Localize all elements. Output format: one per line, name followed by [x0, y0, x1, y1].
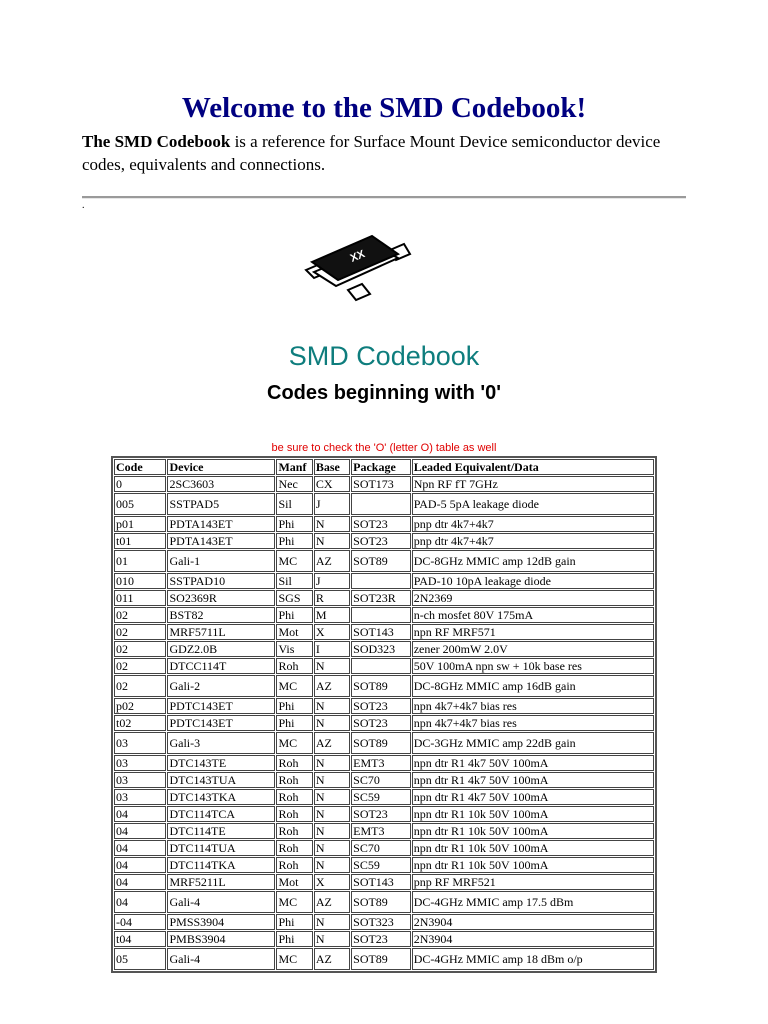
table-note: be sure to check the 'O' (letter O) table as well — [271, 442, 497, 454]
col-header-manf: Manf — [276, 459, 312, 475]
cell-code: t04 — [114, 931, 166, 947]
cell-code: 0 — [114, 476, 166, 492]
cell-data: 2N3904 — [412, 914, 654, 930]
cell-code: 03 — [114, 732, 166, 754]
col-header-data: Leaded Equivalent/Data — [412, 459, 654, 475]
cell-device: DTC114TCA — [167, 806, 275, 822]
cell-manf: Sil — [276, 573, 312, 589]
cell-data: PAD-10 10pA leakage diode — [412, 573, 654, 589]
chip-lead-bottom — [348, 284, 370, 300]
table-row — [114, 476, 654, 492]
cell-manf: Roh — [276, 857, 312, 873]
cell-package: SC70 — [351, 840, 411, 856]
cell-base: N — [314, 755, 350, 771]
cell-device: BST82 — [167, 607, 275, 623]
cell-package: SOT23 — [351, 931, 411, 947]
cell-data: PAD-5 5pA leakage diode — [412, 493, 654, 515]
cell-manf: Mot — [276, 874, 312, 890]
col-header-code: Code — [114, 459, 166, 475]
cell-manf: Roh — [276, 658, 312, 674]
cell-base: N — [314, 698, 350, 714]
cell-package: SOT23 — [351, 533, 411, 549]
sot23-chip-image — [298, 232, 418, 308]
cell-code: 02 — [114, 675, 166, 697]
cell-device: PDTA143ET — [167, 516, 275, 532]
cell-package: SOT89 — [351, 891, 411, 913]
table-row — [114, 624, 654, 640]
cell-device: SSTPAD10 — [167, 573, 275, 589]
chip-marking: XX — [348, 248, 367, 265]
cell-manf: Phi — [276, 516, 312, 532]
cell-package: SOT23 — [351, 715, 411, 731]
cell-package: SC59 — [351, 789, 411, 805]
cell-package: SOT23 — [351, 806, 411, 822]
table-row — [114, 675, 654, 697]
cell-data: npn dtr R1 4k7 50V 100mA — [412, 755, 654, 771]
cell-package: SOT89 — [351, 948, 411, 970]
cell-manf: Phi — [276, 914, 312, 930]
cell-code: 04 — [114, 840, 166, 856]
cell-base: M — [314, 607, 350, 623]
cell-package: SOT23 — [351, 516, 411, 532]
cell-code: 03 — [114, 755, 166, 771]
cell-manf: Roh — [276, 789, 312, 805]
cell-package: SOT143 — [351, 624, 411, 640]
cell-device: SSTPAD5 — [167, 493, 275, 515]
cell-base: X — [314, 874, 350, 890]
cell-device: MRF5211L — [167, 874, 275, 890]
table-row — [114, 550, 654, 572]
cell-code: 04 — [114, 806, 166, 822]
cell-base: N — [314, 806, 350, 822]
cell-device: PDTC143ET — [167, 698, 275, 714]
cell-base: N — [314, 840, 350, 856]
cell-manf: Roh — [276, 755, 312, 771]
cell-manf: Phi — [276, 698, 312, 714]
cell-code: t02 — [114, 715, 166, 731]
cell-device: DTC143TE — [167, 755, 275, 771]
cell-code: 02 — [114, 607, 166, 623]
cell-base: AZ — [314, 675, 350, 697]
cell-code: 005 — [114, 493, 166, 515]
cell-package — [351, 493, 411, 515]
cell-manf: Roh — [276, 823, 312, 839]
cell-manf: Vis — [276, 641, 312, 657]
table-row — [114, 573, 654, 589]
section-title: SMD Codebook — [288, 341, 480, 371]
cell-package — [351, 658, 411, 674]
cell-code: 05 — [114, 948, 166, 970]
cell-manf: Mot — [276, 624, 312, 640]
cell-package: SOT89 — [351, 732, 411, 754]
cell-manf: Sil — [276, 493, 312, 515]
cell-base: N — [314, 715, 350, 731]
cell-code: 01 — [114, 550, 166, 572]
cell-data: npn dtr R1 4k7 50V 100mA — [412, 789, 654, 805]
table-row — [114, 772, 654, 788]
cell-data: npn dtr R1 4k7 50V 100mA — [412, 772, 654, 788]
cell-device: Gali-3 — [167, 732, 275, 754]
table-row — [114, 948, 654, 970]
cell-package: SC59 — [351, 857, 411, 873]
cell-code: 02 — [114, 641, 166, 657]
table-row — [114, 840, 654, 856]
cell-manf: Nec — [276, 476, 312, 492]
cell-data: zener 200mW 2.0V — [412, 641, 654, 657]
cell-package: SOT323 — [351, 914, 411, 930]
cell-device: MRF5711L — [167, 624, 275, 640]
cell-code: 04 — [114, 857, 166, 873]
cell-data: 2N3904 — [412, 931, 654, 947]
cell-manf: Phi — [276, 931, 312, 947]
table-row — [114, 607, 654, 623]
cell-device: PDTA143ET — [167, 533, 275, 549]
cell-base: N — [314, 516, 350, 532]
table-row — [114, 914, 654, 930]
cell-data: DC-4GHz MMIC amp 18 dBm o/p — [412, 948, 654, 970]
table-row — [114, 641, 654, 657]
cell-device: DTC143TUA — [167, 772, 275, 788]
cell-data: n-ch mosfet 80V 175mA — [412, 607, 654, 623]
cell-package — [351, 607, 411, 623]
cell-manf: Phi — [276, 607, 312, 623]
cell-code: 04 — [114, 874, 166, 890]
cell-base: I — [314, 641, 350, 657]
cell-code: 03 — [114, 789, 166, 805]
cell-code: 02 — [114, 658, 166, 674]
cell-data: npn RF MRF571 — [412, 624, 654, 640]
cell-device: PDTC143ET — [167, 715, 275, 731]
cell-data: 50V 100mA npn sw + 10k base res — [412, 658, 654, 674]
cell-package: SOT23R — [351, 590, 411, 606]
table-row — [114, 715, 654, 731]
cell-package: SOT143 — [351, 874, 411, 890]
cell-data: npn dtr R1 10k 50V 100mA — [412, 840, 654, 856]
cell-data: npn 4k7+4k7 bias res — [412, 698, 654, 714]
cell-device: PMSS3904 — [167, 914, 275, 930]
cell-base: R — [314, 590, 350, 606]
cell-data: DC-3GHz MMIC amp 22dB gain — [412, 732, 654, 754]
cell-data: 2N2369 — [412, 590, 654, 606]
cell-manf: Phi — [276, 533, 312, 549]
cell-device: Gali-2 — [167, 675, 275, 697]
cell-device: DTC114TUA — [167, 840, 275, 856]
cell-code: t01 — [114, 533, 166, 549]
cell-device: GDZ2.0B — [167, 641, 275, 657]
cell-package: SOT23 — [351, 698, 411, 714]
cell-manf: MC — [276, 891, 312, 913]
table-row — [114, 755, 654, 771]
intro-bold: The SMD Codebook — [82, 132, 231, 151]
table-row — [114, 493, 654, 515]
cell-package: SC70 — [351, 772, 411, 788]
cell-package: SOD323 — [351, 641, 411, 657]
cell-base: N — [314, 533, 350, 549]
cell-code: 03 — [114, 772, 166, 788]
cell-base: N — [314, 789, 350, 805]
table-row — [114, 789, 654, 805]
cell-code: 04 — [114, 891, 166, 913]
col-header-package: Package — [351, 459, 411, 475]
table-row — [114, 590, 654, 606]
cell-code: 011 — [114, 590, 166, 606]
cell-manf: MC — [276, 675, 312, 697]
cell-base: AZ — [314, 891, 350, 913]
table-row — [114, 857, 654, 873]
table-row — [114, 931, 654, 947]
intro-paragraph — [82, 130, 682, 176]
table-row — [114, 516, 654, 532]
page-title: Welcome to the SMD Codebook! — [181, 92, 587, 124]
cell-device: Gali-4 — [167, 948, 275, 970]
cell-code: p02 — [114, 698, 166, 714]
cell-package: SOT173 — [351, 476, 411, 492]
cell-base: AZ — [314, 550, 350, 572]
cell-package: EMT3 — [351, 755, 411, 771]
codes-table-body — [114, 476, 654, 970]
table-header-row — [114, 459, 654, 475]
cell-device: DTCC114T — [167, 658, 275, 674]
cell-code: 010 — [114, 573, 166, 589]
table-row — [114, 891, 654, 913]
cell-device: DTC114TKA — [167, 857, 275, 873]
horizontal-rule — [82, 196, 686, 199]
cell-data: Npn RF fT 7GHz — [412, 476, 654, 492]
intro-text: is a reference for Surface Mount Device semiconductor device codes, equivalents and connections. — [82, 132, 661, 174]
cell-base: N — [314, 914, 350, 930]
cell-device: DTC143TKA — [167, 789, 275, 805]
cell-code: 02 — [114, 624, 166, 640]
col-header-device: Device — [167, 459, 275, 475]
cell-device: DTC114TE — [167, 823, 275, 839]
cell-package: SOT89 — [351, 675, 411, 697]
cell-device: SO2369R — [167, 590, 275, 606]
cell-data: pnp dtr 4k7+4k7 — [412, 533, 654, 549]
cell-code: p01 — [114, 516, 166, 532]
cell-device: Gali-4 — [167, 891, 275, 913]
cell-data: DC-4GHz MMIC amp 17.5 dBm — [412, 891, 654, 913]
stray-dot: . — [82, 200, 85, 211]
table-row — [114, 823, 654, 839]
cell-manf: Roh — [276, 840, 312, 856]
col-header-base: Base — [314, 459, 350, 475]
cell-base: J — [314, 573, 350, 589]
cell-base: CX — [314, 476, 350, 492]
cell-base: N — [314, 823, 350, 839]
cell-base: N — [314, 772, 350, 788]
cell-base: N — [314, 931, 350, 947]
cell-manf: Roh — [276, 806, 312, 822]
cell-manf: Phi — [276, 715, 312, 731]
cell-code: -04 — [114, 914, 166, 930]
cell-package: SOT89 — [351, 550, 411, 572]
cell-base: X — [314, 624, 350, 640]
cell-manf: SGS — [276, 590, 312, 606]
cell-manf: MC — [276, 732, 312, 754]
cell-data: pnp RF MRF521 — [412, 874, 654, 890]
cell-data: DC-8GHz MMIC amp 12dB gain — [412, 550, 654, 572]
cell-device: Gali-1 — [167, 550, 275, 572]
cell-package: EMT3 — [351, 823, 411, 839]
cell-package — [351, 573, 411, 589]
table-row — [114, 533, 654, 549]
cell-device: 2SC3603 — [167, 476, 275, 492]
cell-code: 04 — [114, 823, 166, 839]
codes-table — [111, 456, 657, 973]
section-subtitle: Codes beginning with '0' — [267, 382, 501, 404]
table-row — [114, 658, 654, 674]
table-row — [114, 698, 654, 714]
cell-base: AZ — [314, 732, 350, 754]
table-row — [114, 874, 654, 890]
cell-data: npn 4k7+4k7 bias res — [412, 715, 654, 731]
cell-manf: MC — [276, 550, 312, 572]
cell-device: PMBS3904 — [167, 931, 275, 947]
cell-data: npn dtr R1 10k 50V 100mA — [412, 823, 654, 839]
cell-manf: Roh — [276, 772, 312, 788]
cell-data: pnp dtr 4k7+4k7 — [412, 516, 654, 532]
cell-base: N — [314, 857, 350, 873]
cell-data: npn dtr R1 10k 50V 100mA — [412, 806, 654, 822]
cell-manf: MC — [276, 948, 312, 970]
cell-data: DC-8GHz MMIC amp 16dB gain — [412, 675, 654, 697]
table-row — [114, 732, 654, 754]
cell-base: N — [314, 658, 350, 674]
cell-base: AZ — [314, 948, 350, 970]
cell-data: npn dtr R1 10k 50V 100mA — [412, 857, 654, 873]
cell-base: J — [314, 493, 350, 515]
table-row — [114, 806, 654, 822]
